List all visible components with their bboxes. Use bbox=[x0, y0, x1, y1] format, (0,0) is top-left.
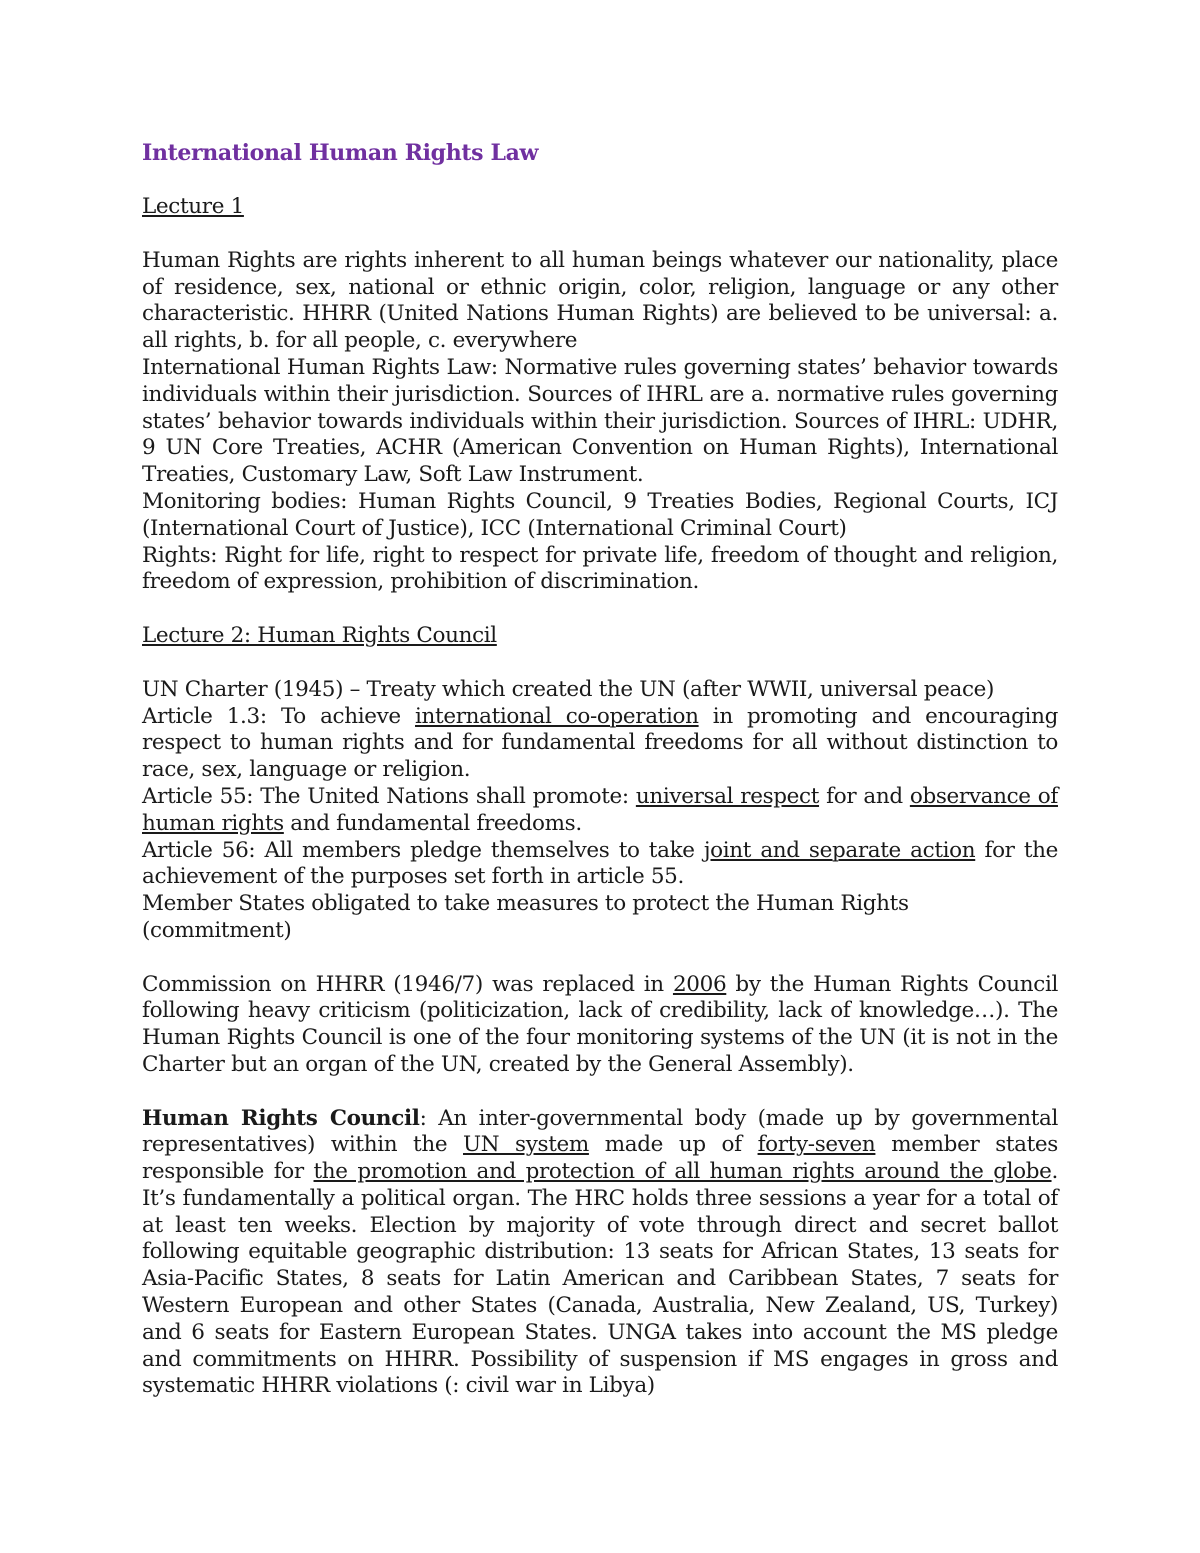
hrc-underlined-mandate: the promotion and protection of all human rights around the globe bbox=[313, 1159, 1052, 1185]
lecture-1-paragraph-monitoring: Monitoring bodies: Human Rights Council, 9 Treaties Bodies, Regional Courts, ICJ (International Court of Justice), ICC (International Criminal Court) bbox=[142, 488, 1058, 541]
article-1-3-underlined: international co-operation bbox=[415, 703, 699, 729]
lecture-1-paragraph-rights: Rights: Right for life, right to respect for private life, freedom of thought and religion, freedom of expression, prohibition of discrimination. bbox=[142, 542, 1058, 595]
article-56-underlined: joint and separate action bbox=[703, 837, 976, 863]
hrc-underlined-un-system: UN system bbox=[463, 1132, 589, 1158]
article-55-text-c: and fundamental freedoms. bbox=[283, 810, 582, 836]
article-56-text-a: Article 56: All members pledge themselves to take bbox=[142, 837, 704, 863]
hrc-text-a: : An inter-governmental body (made up by governmental representatives) within the bbox=[142, 1105, 1058, 1158]
spacer bbox=[142, 596, 1058, 623]
article-55-underlined-2: observance of human rights bbox=[142, 783, 1058, 836]
un-charter-line: UN Charter (1945) – Treaty which created the UN (after WWII, universal peace) bbox=[142, 676, 995, 702]
hrc-paragraph bbox=[142, 1106, 1058, 1401]
lecture-1-paragraph-ihrl: International Human Rights Law: Normative rules governing states’ behavior towards individuals within their jurisdiction. Sources of IHRL are a. normative rules governing states’ behavior towards individuals within their jurisdiction. Sources of IHRL: UDHR, 9 UN Core Treaties, ACHR (American Convention on Human Rights), International Treaties, Customary Law, Soft Law Instrument. bbox=[142, 354, 1058, 488]
article-1-3-text-a: Article 1.3: To achieve bbox=[142, 703, 416, 729]
member-states-line: Member States obligated to take measures to protect the Human Rights (commitment) bbox=[142, 891, 909, 943]
commission-paragraph bbox=[142, 972, 1058, 1079]
document-page bbox=[142, 138, 1058, 1400]
spacer bbox=[142, 945, 1058, 972]
commission-underlined-year: 2006 bbox=[672, 971, 727, 997]
hrc-text-b: made up of bbox=[588, 1132, 758, 1158]
article-55-paragraph bbox=[142, 784, 1058, 838]
lecture-2-heading: Lecture 2: Human Rights Council bbox=[142, 622, 497, 648]
hrc-bold-term: Human Rights Council bbox=[142, 1105, 420, 1131]
commission-text-a: Commission on HHRR (1946/7) was replaced in bbox=[142, 971, 673, 997]
hrc-underlined-forty-seven: forty-seven bbox=[757, 1132, 876, 1158]
article-56-paragraph bbox=[142, 838, 1058, 892]
document-title: International Human Rights Law bbox=[142, 140, 539, 166]
commission-text-b: by the Human Rights Council following heavy criticism (politicization, lack of credibility, lack of knowledge…). The Human Rights Council is one of the four monitoring systems of the UN (it is not in the Charter but an organ of the UN, created by the General Assembly). bbox=[142, 971, 1058, 1077]
spacer bbox=[142, 1079, 1058, 1106]
article-55-text-b: for and bbox=[819, 783, 910, 809]
article-55-text-a: Article 55: The United Nations shall promote: bbox=[142, 783, 636, 809]
lecture-1-heading: Lecture 1 bbox=[142, 194, 244, 219]
article-56-text-b: for the achievement of the purposes set forth in article 55. bbox=[142, 837, 1058, 890]
lecture-1-paragraph-definition: Human Rights are rights inherent to all human beings whatever our nationality, place of residence, sex, national or ethnic origin, color, religion, language or any other characteristic. HHRR (United Nations Human Rights) are believed to be universal: a. all rights, b. for all people, c. everywhere bbox=[142, 247, 1058, 354]
hrc-text-c: member states responsible for bbox=[142, 1132, 1058, 1185]
article-1-3-text-b: in promoting and encouraging respect to human rights and for fundamental freedoms for all without distinction to race, sex, language or religion. bbox=[142, 703, 1058, 783]
hrc-text-d: . It’s fundamentally a political organ. The HRC holds three sessions a year for a total of at least ten weeks. Election by majority of vote through direct and secret ballot following equitable geographic distribution: 13 seats for African States, 13 seats for Asia-Pacific States, 8 seats for Latin American and Caribbean States, 7 seats for Western European and other States (Canada, Australia, New Zealand, US, Turkey) and 6 seats for Eastern European States. UNGA takes into account the MS pledge and commitments on HHRR. Possibility of suspension if MS engages in gross and systematic HHRR violations (: civil war in Libya) bbox=[142, 1159, 1059, 1399]
article-1-3-paragraph bbox=[142, 704, 1058, 784]
article-55-underlined-1: universal respect bbox=[635, 783, 820, 809]
